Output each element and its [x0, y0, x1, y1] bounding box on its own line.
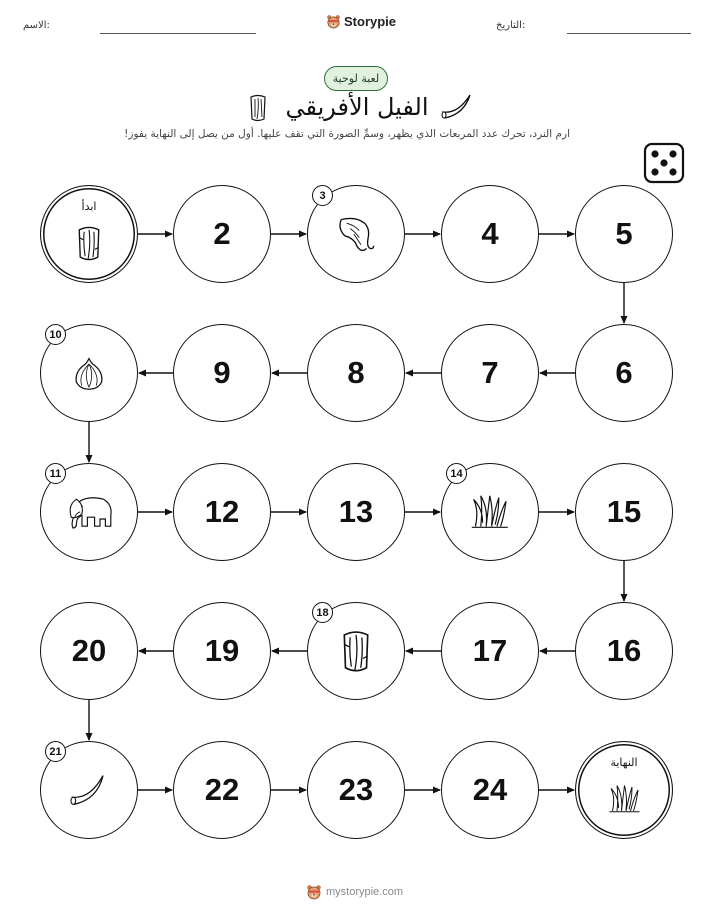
grass-icon: [608, 784, 641, 814]
board-space-11: [40, 463, 138, 561]
board-space-15: [575, 463, 673, 561]
footer: [306, 884, 403, 900]
brand-name: Storypie: [344, 14, 397, 29]
board-space-2: [173, 185, 271, 283]
space-number: 23: [338, 772, 374, 807]
space-number: 13: [338, 494, 374, 529]
space-number-badge: 10: [45, 324, 66, 345]
space-number: 7: [481, 355, 499, 390]
space-number: 22: [204, 772, 240, 807]
board-space-16: [575, 602, 673, 700]
space-number-badge: 21: [45, 741, 66, 762]
space-number: 5: [615, 216, 633, 251]
start-label: ابدأ: [81, 200, 97, 213]
space-number: 12: [204, 494, 240, 529]
grass-icon: [470, 494, 510, 530]
finish-space: [575, 741, 673, 839]
space-number: 16: [606, 633, 642, 668]
board-space-18: [307, 602, 405, 700]
board-space-4: [441, 185, 539, 283]
space-number: 15: [606, 494, 642, 529]
space-number: 6: [615, 355, 633, 390]
space-number-badge: 14: [446, 463, 467, 484]
elephant-trunk-icon: [334, 216, 377, 252]
board-space-22: [173, 741, 271, 839]
board-space-7: [441, 324, 539, 422]
finish-label: النهاية: [610, 756, 638, 769]
board-space-13: [307, 463, 405, 561]
tree-bark-icon: [74, 224, 104, 263]
bear-face-icon: [306, 884, 322, 900]
space-number: 20: [71, 633, 107, 668]
space-number: 17: [472, 633, 508, 668]
board-space-10: [40, 324, 138, 422]
board-space-5: [575, 185, 673, 283]
board-space-19: [173, 602, 271, 700]
start-space: [40, 185, 138, 283]
tree-bark-icon: [338, 628, 374, 675]
name-label: الاسم:: [23, 20, 50, 31]
board-space-6: [575, 324, 673, 422]
space-number-badge: 18: [312, 602, 333, 623]
space-number-badge: 11: [45, 463, 66, 484]
space-number: 24: [472, 772, 508, 807]
board-space-17: [441, 602, 539, 700]
board-space-24: [441, 741, 539, 839]
board-space-8: [307, 324, 405, 422]
space-number: 9: [213, 355, 231, 390]
board-space-9: [173, 324, 271, 422]
board-space-3: [307, 185, 405, 283]
board-space-12: [173, 463, 271, 561]
board-space-20: [40, 602, 138, 700]
board-space-21: [40, 741, 138, 839]
elephant-icon: [64, 492, 114, 532]
tusk-icon: [67, 772, 110, 808]
space-number: 4: [481, 216, 499, 251]
space-number: 8: [347, 355, 365, 390]
space-number-badge: 3: [312, 185, 333, 206]
footer-site: mystorypie.com: [326, 886, 404, 898]
page-title: الفيل الأفريقي: [285, 93, 429, 121]
board-space-23: [307, 741, 405, 839]
space-number: 19: [204, 633, 240, 668]
fig-icon: [71, 355, 107, 391]
board-space-14: [441, 463, 539, 561]
instructions: ارم النرد، تحرك عدد المربعات الذي يظهر، وسمِّ الصورة التي تقف عليها. أول من يصل إلى النهاية يفوز!: [124, 128, 570, 140]
date-label: التاريخ:: [496, 20, 526, 31]
game-type-badge: لعبة لوحية: [324, 66, 388, 91]
space-number: 2: [213, 216, 231, 251]
